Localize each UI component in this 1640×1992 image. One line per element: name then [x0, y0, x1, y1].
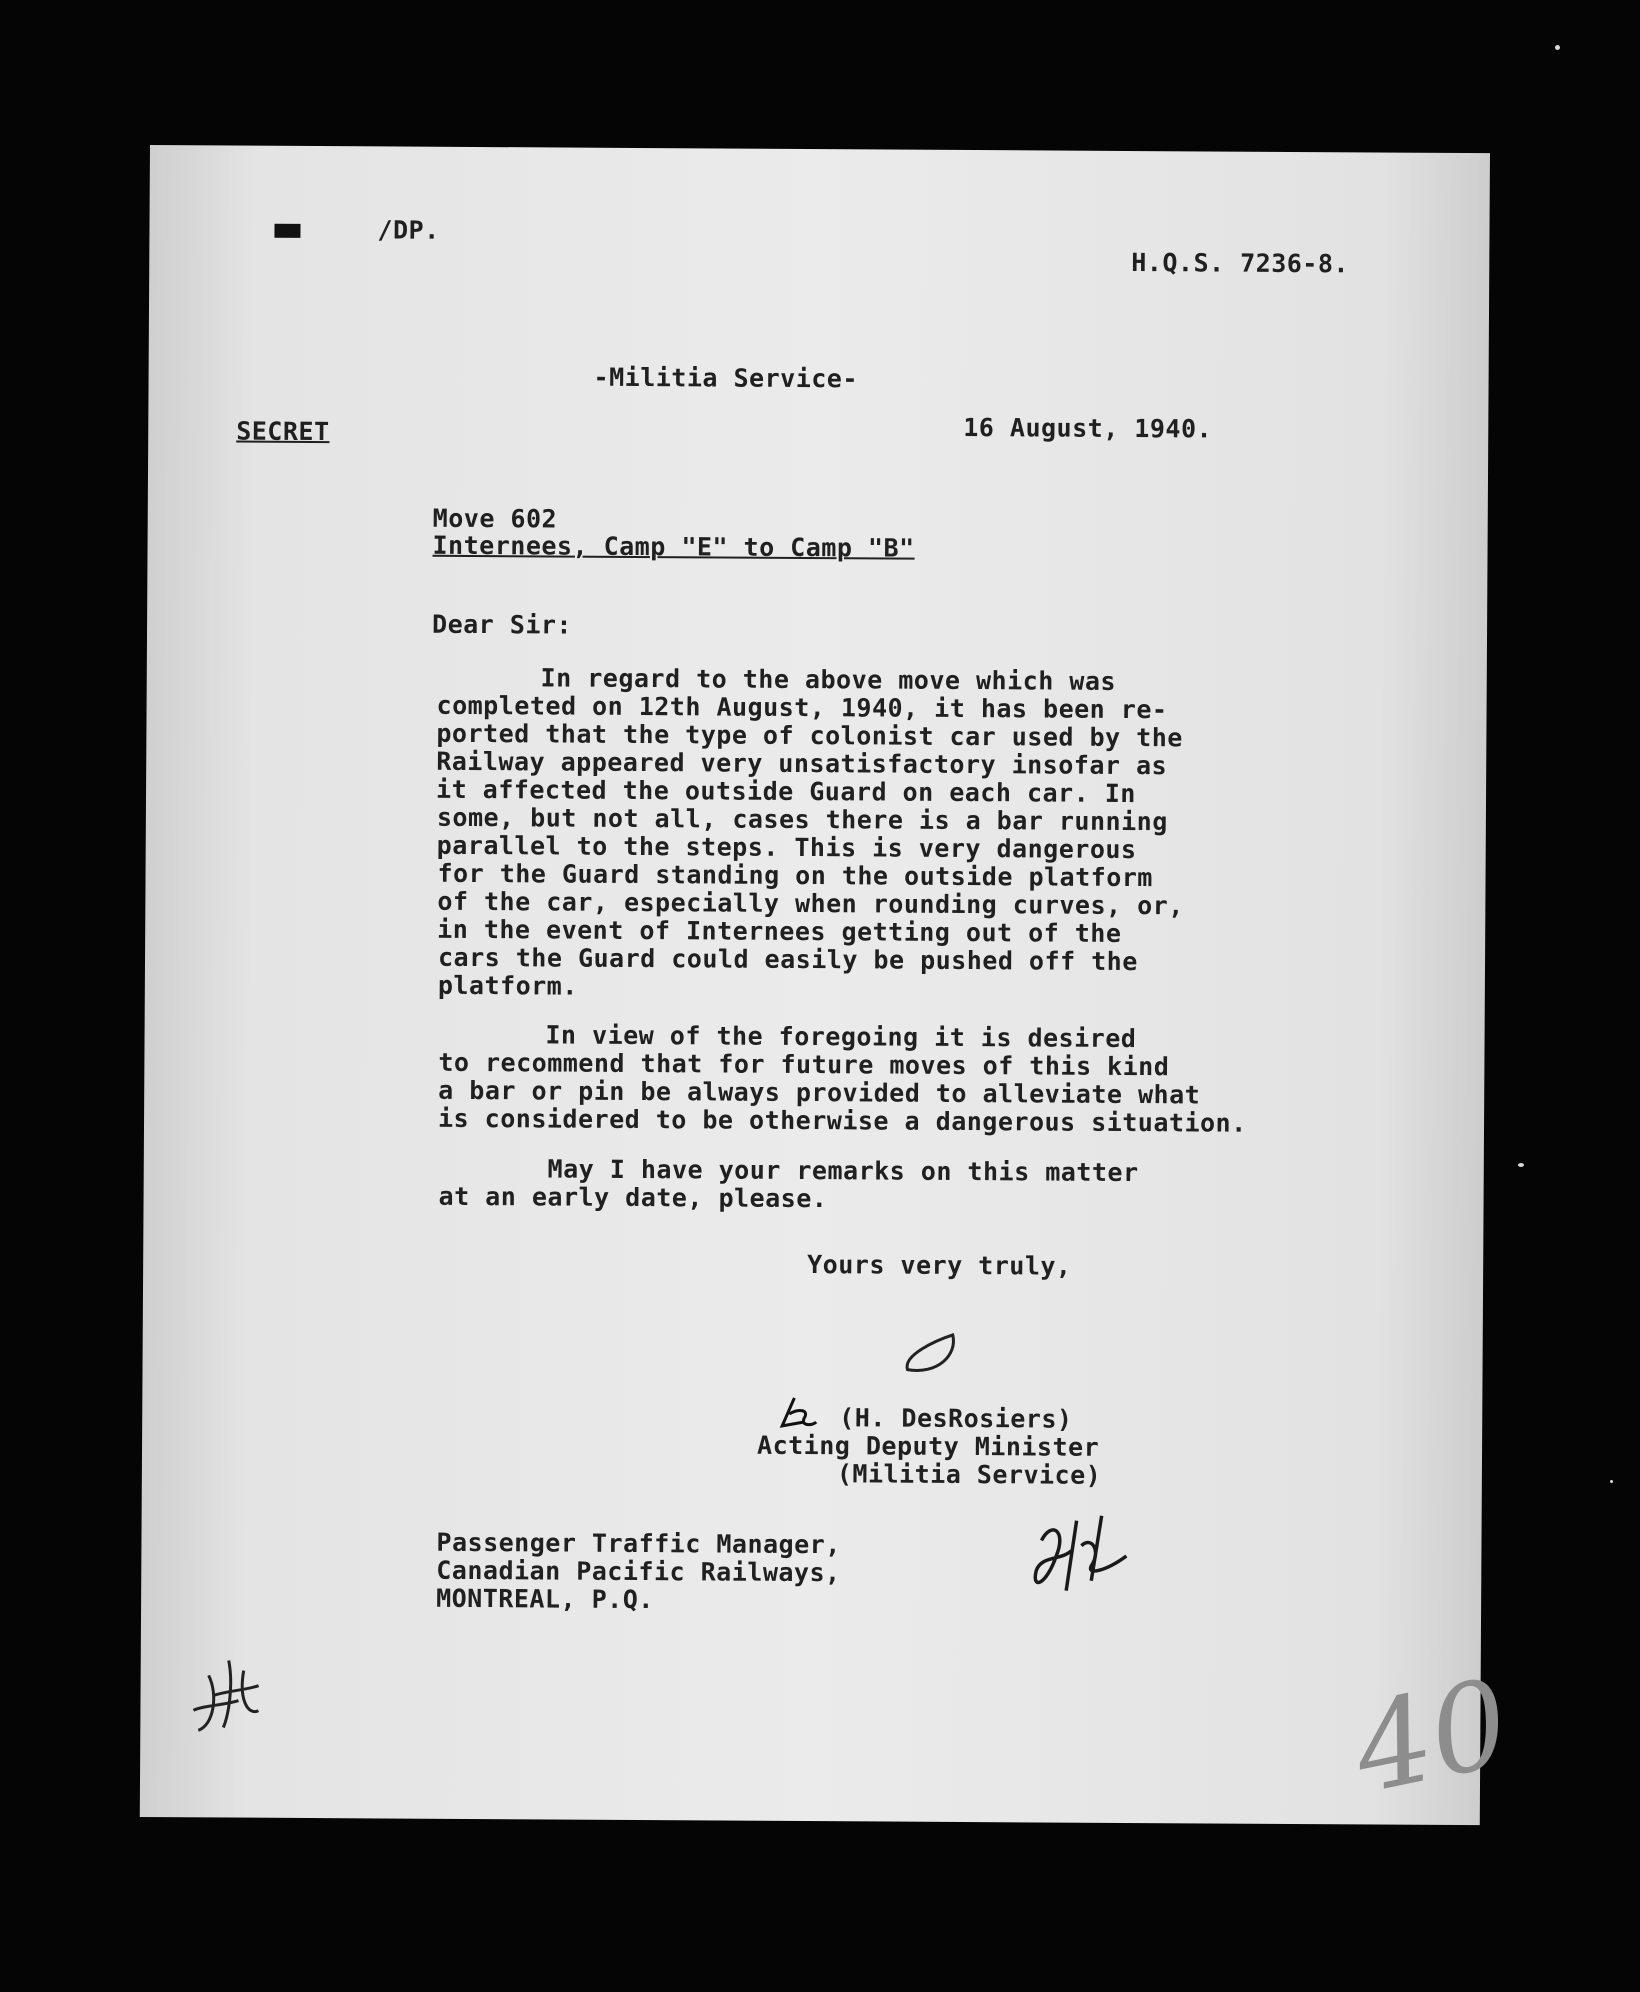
addressee-line-1: Passenger Traffic Manager,	[436, 1527, 841, 1560]
signatory-title: Acting Deputy Minister	[756, 1430, 1100, 1462]
body-line: for the Guard standing on the outside platform	[437, 858, 1153, 893]
initial-loop-mark	[902, 1330, 962, 1384]
film-speck	[1610, 1480, 1613, 1483]
body-line: at an early date, please.	[438, 1181, 828, 1214]
closing: Yours very truly,	[807, 1250, 1072, 1281]
body-line: parallel to the steps. This is very dangerous	[436, 830, 1137, 865]
reference-left: /DP.	[377, 215, 440, 245]
body-line: some, but not all, cases there is a bar running	[436, 802, 1168, 837]
reference-right: H.Q.S. 7236-8.	[1131, 247, 1350, 279]
film-speck	[1555, 45, 1560, 50]
letter-page	[140, 145, 1521, 1825]
signatory-service: (Militia Service)	[836, 1459, 1102, 1490]
body-line: May I have your remarks on this matter	[438, 1153, 1139, 1188]
redaction-mark	[274, 224, 300, 238]
handwritten-initials	[1031, 1510, 1152, 1615]
subject-line-2: Internees, Camp "E" to Camp "B"	[432, 530, 915, 563]
body-line: cars the Guard could easily be pushed off the	[437, 942, 1138, 977]
addressee-line-2: Canadian Pacific Railways,	[436, 1555, 841, 1588]
body-line: is considered to be otherwise a dangerous situation.	[437, 1103, 1247, 1138]
page-number: 40	[1342, 1653, 1521, 1821]
body-line: Railway appeared very unsatisfactory insofar as	[436, 746, 1168, 781]
body-line: a bar or pin be always provided to alleviate what	[438, 1075, 1201, 1110]
addressee-line-3: MONTREAL, P.Q.	[436, 1583, 654, 1615]
salutation: Dear Sir:	[431, 609, 573, 640]
classification-label: SECRET	[236, 416, 330, 447]
body-line: it affected the outside Guard on each car. In	[435, 774, 1136, 809]
letter-date: 16 August, 1940.	[963, 412, 1213, 444]
signatory-name: (H. DesRosiers)	[839, 1403, 1073, 1434]
body-line: of the car, especially when rounding curves, or,	[437, 886, 1184, 921]
film-speck	[1518, 1163, 1524, 1167]
body-line: to recommend that for future moves of this kind	[438, 1047, 1170, 1082]
body-line: In view of the foregoing it is desired	[436, 1019, 1137, 1054]
handwritten-filing-mark	[188, 1655, 269, 1739]
body-line: platform.	[437, 970, 578, 1001]
body-line: completed on 12th August, 1940, it has been re-	[436, 690, 1168, 725]
body-line: ported that the type of colonist car used by the	[436, 718, 1183, 753]
body-line: in the event of Internees getting out of the	[437, 914, 1122, 948]
service-heading: -Militia Service-	[593, 362, 859, 394]
subject-line-1: Move 602	[432, 503, 558, 534]
body-line: In regard to the above move which was	[431, 662, 1117, 696]
